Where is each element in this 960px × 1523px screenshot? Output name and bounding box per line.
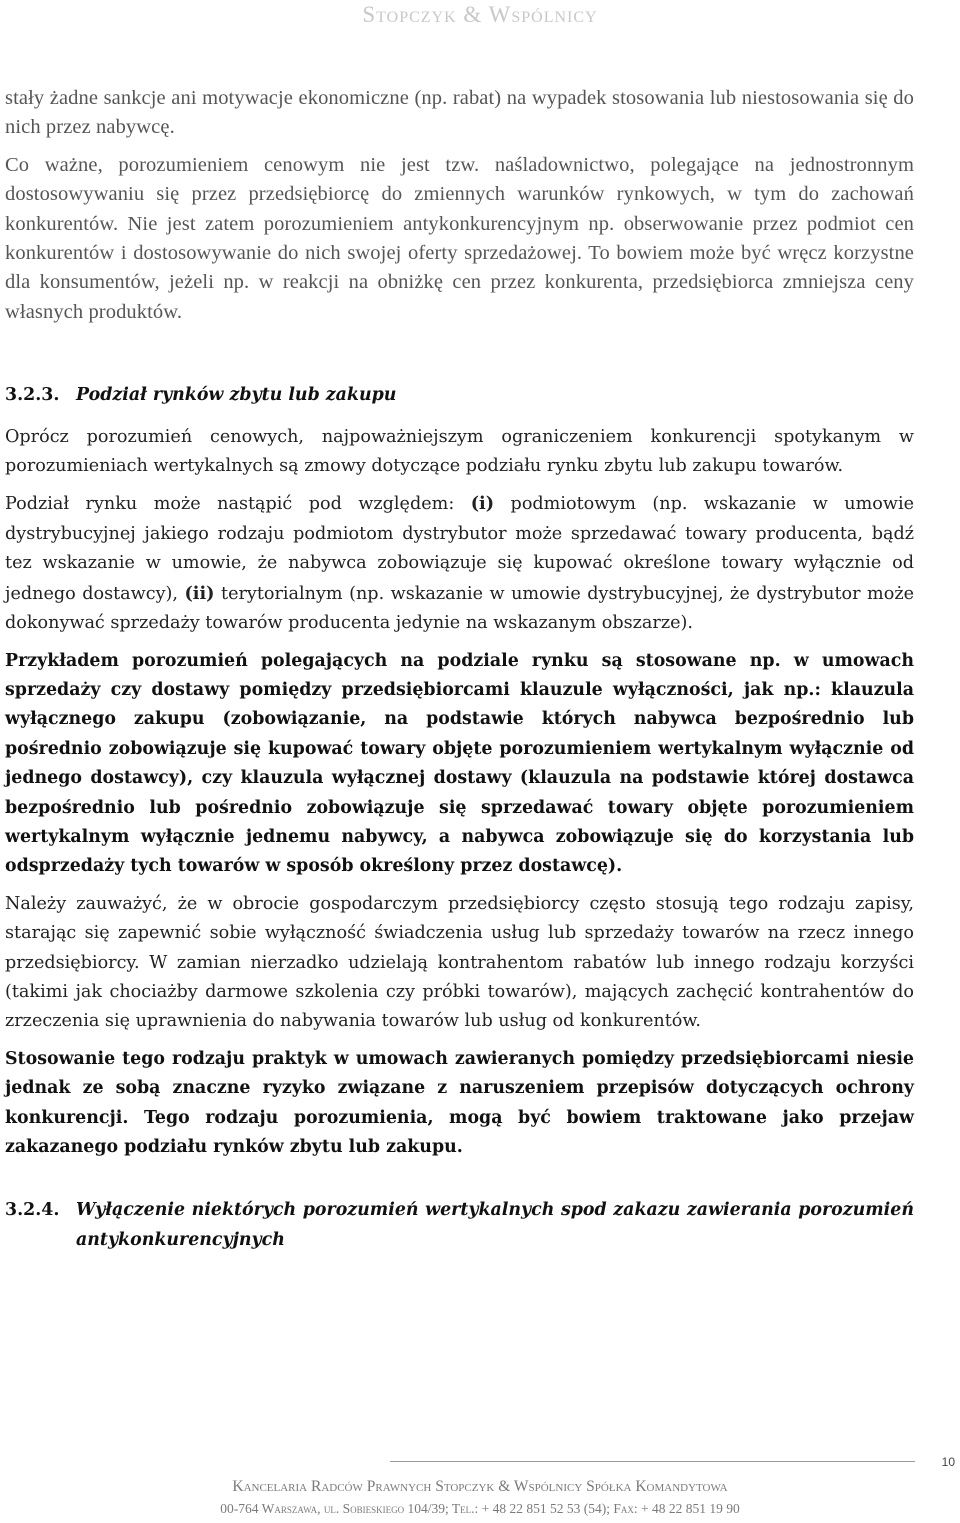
- marker-i: (i): [470, 493, 495, 515]
- firm-name-header: Stopczyk & Wspólnicy: [362, 2, 598, 27]
- paragraph-continuation: stały żadne sankcje ani motywacje ekonomiczne (np. rabat) na wypadek stosowania lub niestosowania się do nich przez nabywcę.: [5, 87, 914, 139]
- paragraph-market-division-intro: Oprócz porozumień cenowych, najpoważniejszym ograniczeniem konkurencji spotykanym w porozumieniach wertykalnych są zmowy dotyczące podziału rynku zbytu lub zakupu towarów.: [5, 426, 914, 477]
- paragraph-market-division-types: Podział rynku może nastąpić pod względem: (i) podmiotowym (np. wskazanie w umowie dystrybucyjnej jakiego rodzaju podmiotom dystrybutor może sprzedawać towary producenta, bądź tez wskazanie w umowie, że nabywca zobowiązuje się kupować określone towary wyłącznie od jednego dostawcy), (ii) terytorialnym (np. wskazanie w umowie dystrybucyjnej, że dystrybutor może dokonywać sprzedaży towarów producenta jedynie na wskazanym obszarze).: [5, 493, 914, 634]
- paragraph-exclusivity-examples: Przykładem porozumień polegających na podziale rynku są stosowane np. w umowach sprzedaży czy dostawy pomiędzy przedsiębiorcami klauzule wyłączności, jak np.: klauzula wyłącznego zakupu (zobowiązanie, na podstawie których nabywca bezpośrednio lub pośrednio zobowiązuje się kupować towary objęte porozumieniem wertykalnym wyłącznie od jednego dostawcy), czy klauzula wyłącznej dostawy (klauzula na podstawie której dostawca bezpośrednio lub pośrednio zobowiązuje się sprzedawać towary objęte porozumieniem wertykalnym wyłącznie jednemu nabywcy, a nabywca zobowiązuje się do korzystania lub odsprzedaży tych towarów w sposób określony przez dostawcę).: [5, 650, 914, 877]
- section-number: 3.2.3.: [5, 385, 60, 406]
- paragraph-business-practice: Należy zauważyć, że w obrocie gospodarczym przedsiębiorcy często stosują tego rodzaju zapisy, starając się zapewnić sobie wyłączność świadczenia usług lub sprzedaży towarów na rzecz innego przedsiębiorcy. W zamian nierzadko udzielają kontrahentom rabatów lub innego rodzaju korzyści (takimi jak chociażby darmowe szkolenia czy próbki towarów), mających zachęcić kontrahentów do zrzeczenia się uprawnienia do nabywania towarów lub usług od konkurentów.: [5, 893, 914, 1032]
- section-number: 3.2.4.: [5, 1200, 60, 1221]
- section-title: Podział rynków zbytu lub zakupu: [76, 385, 397, 406]
- page-header: [0, 0, 960, 28]
- section-heading-3-2-4: [5, 1196, 914, 1255]
- page-number: 10: [941, 1455, 955, 1469]
- marker-ii: (ii): [184, 582, 215, 604]
- footer-address: 00-764 Warszawa, ul. Sobieskiego 104/39; Tel.: + 48 22 851 52 53 (54); Fax: + 48 22 851 19 90: [220, 1501, 740, 1516]
- footer-divider: [390, 1461, 915, 1462]
- section-heading-3-2-3: [5, 381, 914, 410]
- footer-firm-name: Kancelaria Radców Prawnych Stopczyk & Wspólnicy Spółka Komandytowa: [232, 1478, 728, 1495]
- section-title: Wyłączenie niektórych porozumień wertykalnych spod zakazu zawierania porozumień antykonkurencyjnych: [76, 1200, 914, 1250]
- document-body: [5, 84, 914, 1267]
- paragraph-risk-warning: Stosowanie tego rodzaju praktyk w umowach zawieranych pomiędzy przedsiębiorcami niesie jednak ze sobą znaczne ryzyko związane z naruszeniem przepisów dotyczących ochrony konkurencji. Tego rodzaju porozumienia, mogą być bowiem traktowane jako przejaw zakazanego podziału rynków zbytu lub zakupu.: [5, 1048, 914, 1157]
- paragraph-imitation: Co ważne, porozumieniem cenowym nie jest tzw. naśladownictwo, polegające na jednostronnym dostosowywaniu się przez przedsiębiorcę do zmiennych warunków rynkowych, w tym do zachowań konkurentów. Nie jest zatem porozumieniem antykonkurencyjnym np. obserwowanie przez podmiot cen konkurentów i dostosowywanie do nich swojej oferty sprzedażowej. To bowiem może być wręcz korzystne dla konsumentów, jeżeli np. w reakcji na obniżkę cen przez konkurenta, przedsiębiorca zmniejsza ceny własnych produktów.: [5, 153, 914, 323]
